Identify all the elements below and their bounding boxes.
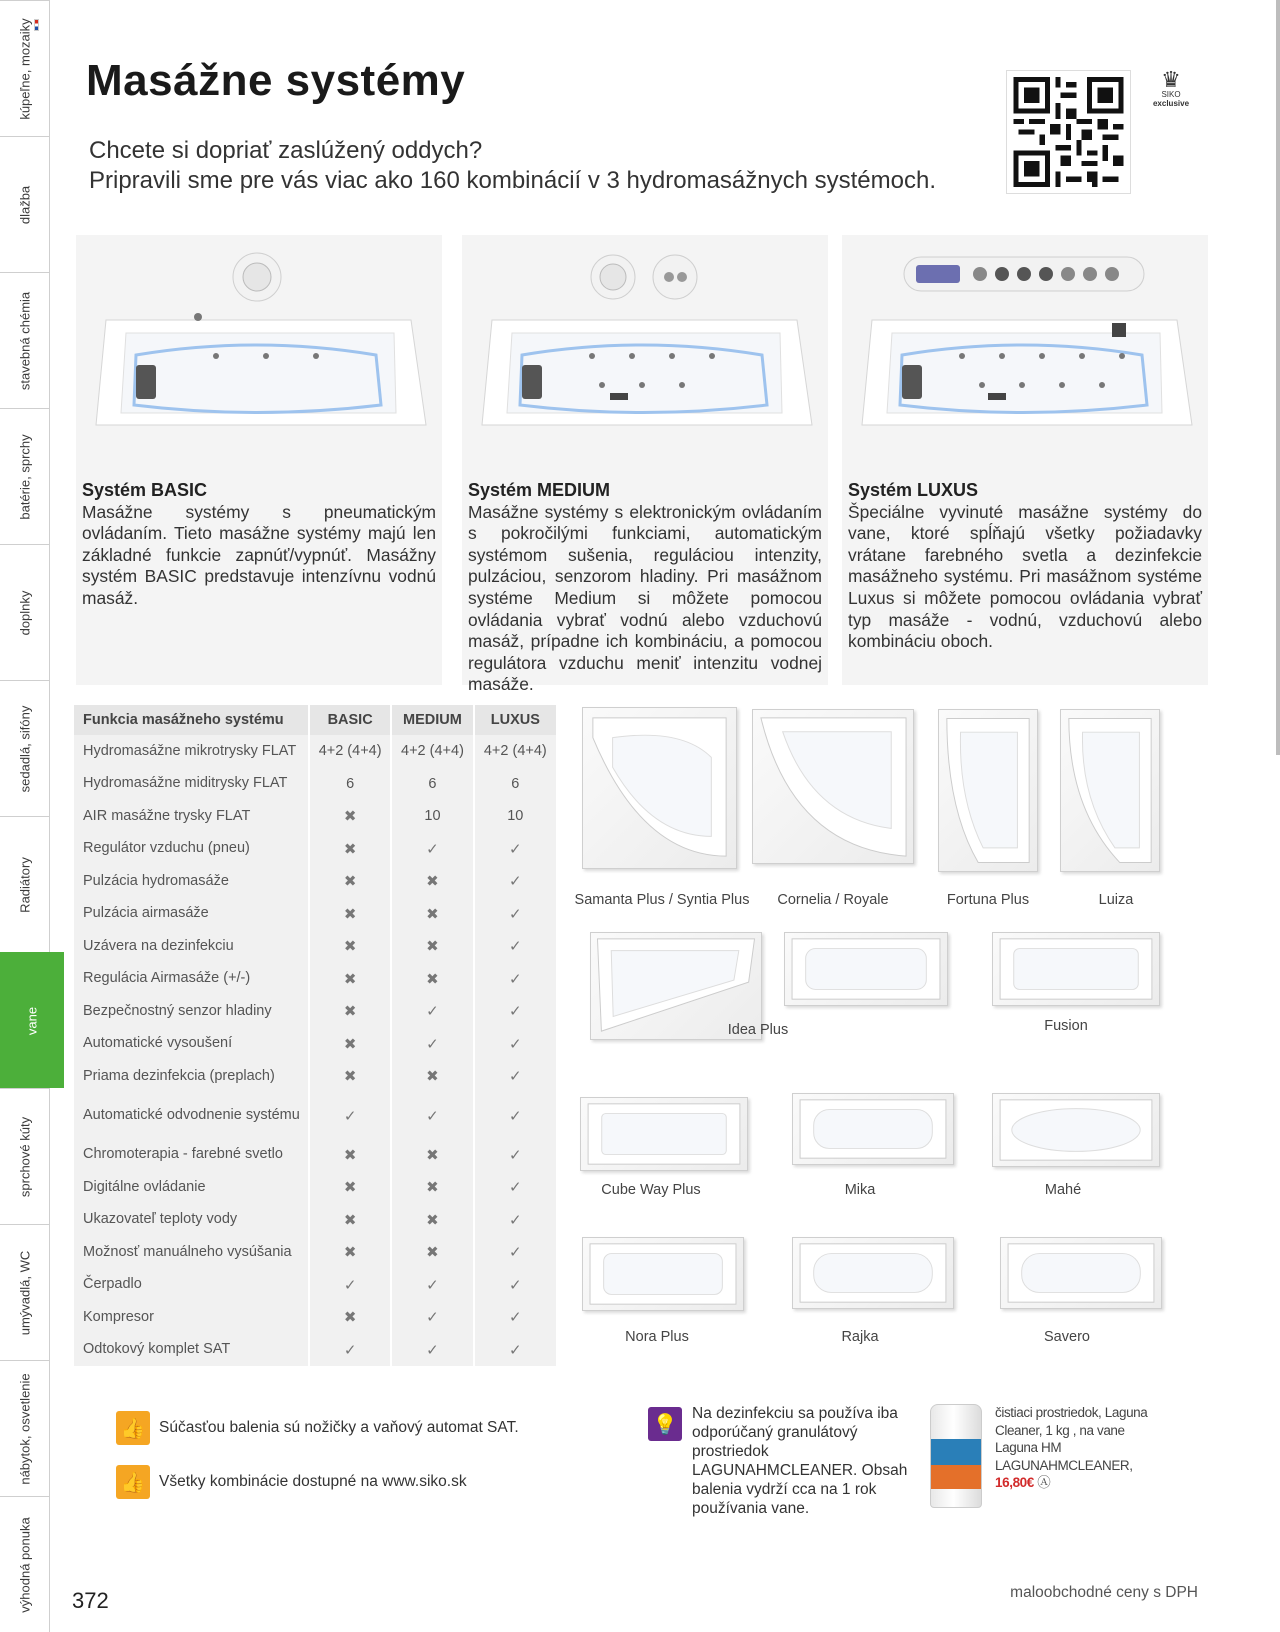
tub-image-savero <box>1000 1237 1162 1309</box>
tub-label-mika: Mika <box>844 1182 876 1198</box>
note-package-contents: Súčasťou balenia sú nožičky a vaňový automat SAT. <box>159 1419 519 1436</box>
cell-basic: ✖ <box>309 800 391 833</box>
feature-name: Pulzácia airmasáže <box>83 905 209 922</box>
table-row <box>74 898 556 931</box>
page-title: Masážne systémy <box>86 56 466 105</box>
cell-basic: ✖ <box>309 963 391 996</box>
siko-exclusive-badge <box>1148 67 1194 108</box>
cell-luxus: ✓ <box>474 1301 556 1334</box>
lightbulb-icon: 💡 <box>648 1407 682 1441</box>
cell-medium: ✖ <box>391 930 473 963</box>
side-tab-label: dlažba <box>17 185 32 224</box>
side-tab-baterie[interactable] <box>0 408 50 544</box>
side-tab-label: batérie, sprchy <box>17 433 32 520</box>
note-all-combinations: Všetky kombinácie dostupné na www.siko.sk <box>159 1473 467 1490</box>
feature-comparison-table <box>74 705 556 1366</box>
tub-label-samanta: Samanta Plus / Syntia Plus <box>574 892 750 908</box>
cell-medium: ✖ <box>391 1236 473 1269</box>
system-basic-panel <box>76 235 442 685</box>
cell-luxus: 6 <box>474 768 556 801</box>
feature-name: Čerpadlo <box>83 1276 142 1293</box>
page-edge <box>1276 0 1280 755</box>
table-row <box>74 1334 556 1367</box>
cleaner-product-image <box>930 1404 982 1508</box>
tub-label-fusion: Fusion <box>1044 1018 1088 1034</box>
tub-label-idea: Idea Plus <box>727 1022 789 1038</box>
cell-luxus: ✓ <box>474 1093 556 1139</box>
table-row <box>74 1236 556 1269</box>
thumbs-up-icon: 👍 <box>116 1411 150 1445</box>
side-tab-vane[interactable] <box>0 952 64 1088</box>
feature-name: Uzávera na dezinfekciu <box>83 937 234 954</box>
feature-name: Ukazovateľ teploty vody <box>83 1211 238 1228</box>
table-row <box>74 963 556 996</box>
disinfection-note: Na dezinfekciu sa používa iba odporúčaný granulátový prostriedok LAGUNAHMCLEANER. Obsah balenia vydrží cca na 1 rok používania vane. <box>692 1405 908 1517</box>
cell-luxus: ✓ <box>474 865 556 898</box>
tub-label-mahe: Mahé <box>1044 1182 1082 1198</box>
feature-name: Kompresor <box>83 1308 154 1325</box>
side-tab-label: výhodná ponuka <box>17 1516 32 1613</box>
qr-code[interactable] <box>1006 70 1131 194</box>
cell-medium: ✓ <box>391 995 473 1028</box>
feature-name: Digitálne ovládanie <box>83 1178 206 1195</box>
column-header-feature: Funkcia masážneho systému <box>74 705 309 735</box>
cell-medium: ✖ <box>391 1060 473 1093</box>
side-tab-umyvadla[interactable] <box>0 1224 50 1360</box>
intro-text <box>89 136 989 196</box>
tub-label-rajka: Rajka <box>841 1329 879 1345</box>
cell-basic: ✖ <box>309 833 391 866</box>
cell-basic: ✓ <box>309 1269 391 1302</box>
cell-basic: ✖ <box>309 1171 391 1204</box>
system-basic-description: Masážne systémy s pneumatickým ovládaním. Tieto masážne systémy majú len základné funkcie zapnúť/vypnúť. Masážny systém BASIC predstavuje intenzívnu vodnú masáž. <box>82 501 436 608</box>
side-navigation <box>0 0 50 1632</box>
table-row <box>74 1269 556 1302</box>
cleaner-mark-icon: Ⓐ <box>1037 1475 1051 1490</box>
cell-medium: ✖ <box>391 1204 473 1237</box>
system-luxus-image <box>842 235 1208 463</box>
cell-basic: ✖ <box>309 1236 391 1269</box>
table-row <box>74 768 556 801</box>
price-note: maloobchodné ceny s DPH <box>1010 1584 1198 1601</box>
table-row <box>74 1204 556 1237</box>
tub-image-fusion <box>992 932 1160 1006</box>
table-row <box>74 1171 556 1204</box>
cell-luxus: ✓ <box>474 1236 556 1269</box>
cell-medium: 6 <box>391 768 473 801</box>
system-medium-title: Systém MEDIUM <box>468 480 611 500</box>
side-tab-sprchove-kuty[interactable] <box>0 1088 50 1224</box>
qr-code-icon <box>1013 77 1124 187</box>
side-tab-label: nábytok, osvetlenie <box>17 1372 32 1485</box>
system-luxus-panel <box>842 235 1208 685</box>
tub-image-cube-way <box>580 1097 748 1171</box>
system-medium-description: Masážne systémy s elektronickým ovládaním s pokročilými funkciami, automatickým systémom sušenia, reguláciou intenzity, pulzáciou, senzorom hladiny. Pri masážnom systéme Medium si môžete pomocou ovládania vybrať vodnú alebo vzduchovú masáž, prípadne ich kombináciu, a pomocou regulátora vzduchu meniť intenzitu vodnej masáže. <box>468 501 822 695</box>
cell-basic: ✖ <box>309 1060 391 1093</box>
system-basic-text <box>82 480 436 610</box>
tub-label-fortuna: Fortuna Plus <box>946 892 1030 908</box>
table-header-row <box>74 705 556 735</box>
table-row <box>74 1301 556 1334</box>
cleaner-description: čistiaci prostriedok, Laguna Cleaner, 1 kg , na vane Laguna HM LAGUNAHMCLEANER, <box>995 1405 1148 1473</box>
cell-luxus: ✓ <box>474 1334 556 1367</box>
feature-name: Pulzácia hydromasáže <box>83 872 229 889</box>
tub-image-mika <box>792 1093 954 1165</box>
side-tab-label: umývadlá, WC <box>17 1250 32 1335</box>
cell-medium: ✓ <box>391 1269 473 1302</box>
cell-luxus: 4+2 (4+4) <box>474 735 556 768</box>
tub-image-rajka <box>792 1237 954 1309</box>
side-tab-vyhodna-ponuka[interactable] <box>0 1496 50 1632</box>
feature-name: Automatické odvodnenie systému <box>83 1107 300 1123</box>
cleaner-label-orange <box>931 1465 981 1489</box>
system-medium-text <box>468 480 822 696</box>
tub-label-nora: Nora Plus <box>625 1329 689 1345</box>
cell-basic: ✖ <box>309 1204 391 1237</box>
cell-basic: 4+2 (4+4) <box>309 735 391 768</box>
side-tab-label: sedadlá, sifóny <box>17 705 32 792</box>
feature-name: Možnosť manuálneho vysúšania <box>83 1243 292 1260</box>
tub-image-cornelia <box>752 709 914 864</box>
system-luxus-description: Špeciálne vyvinuté masážne systémy do vane, ktoré spĺňajú všetky požiadavky vrátane farebného svetla a dezinfekcie masážneho systému. Pri masážnom systéme Luxus si môžete pomocou ovládania vybrať typ masáže - vodnú, vzduchovú alebo kombináciu oboch. <box>848 501 1202 652</box>
cell-medium: ✓ <box>391 1028 473 1061</box>
tub-image-idea-2 <box>784 932 948 1006</box>
feature-name: Regulácia Airmasáže (+/-) <box>83 970 251 987</box>
cell-luxus: ✓ <box>474 898 556 931</box>
table-row <box>74 865 556 898</box>
feature-name: Automatické vysoušení <box>83 1035 233 1052</box>
cell-medium: ✖ <box>391 1171 473 1204</box>
cell-basic: ✖ <box>309 1139 391 1172</box>
side-tab-sedadla[interactable] <box>0 680 50 816</box>
cell-medium: 10 <box>391 800 473 833</box>
cell-basic: ✖ <box>309 1301 391 1334</box>
feature-name: Bezpečnostný senzor hladiny <box>83 1002 272 1019</box>
cell-basic: 6 <box>309 768 391 801</box>
cell-basic: ✖ <box>309 898 391 931</box>
cell-medium: ✖ <box>391 963 473 996</box>
side-tab-label: Radiátory <box>17 856 32 913</box>
crown-icon: ♛ <box>1161 67 1181 92</box>
cell-medium: ✓ <box>391 1301 473 1334</box>
tub-label-savero: Savero <box>1044 1329 1090 1345</box>
system-basic-image <box>76 235 442 463</box>
table-row <box>74 833 556 866</box>
table-row <box>74 735 556 768</box>
cell-luxus: ✓ <box>474 930 556 963</box>
thumbs-up-icon: 👍 <box>116 1465 150 1499</box>
cell-medium: ✓ <box>391 1334 473 1367</box>
badge-line-2: exclusive <box>1152 99 1190 108</box>
system-medium-panel <box>462 235 828 695</box>
system-luxus-title: Systém LUXUS <box>848 480 979 500</box>
feature-name: Odtokový komplet SAT <box>83 1341 231 1358</box>
cell-luxus: ✓ <box>474 833 556 866</box>
page-number: 372 <box>72 1588 109 1613</box>
tub-label-cube-way: Cube Way Plus <box>601 1182 701 1198</box>
table-row <box>74 930 556 963</box>
tub-label-cornelia: Cornelia / Royale <box>777 892 889 908</box>
cell-basic: ✓ <box>309 1334 391 1367</box>
tub-image-nora <box>582 1237 744 1311</box>
cleaner-product-info <box>995 1404 1165 1492</box>
cell-luxus: ✓ <box>474 1171 556 1204</box>
cell-basic: ✓ <box>309 1093 391 1139</box>
cell-luxus: ✓ <box>474 995 556 1028</box>
side-tab-label: vane <box>24 1006 39 1035</box>
cell-luxus: ✓ <box>474 1028 556 1061</box>
feature-name: AIR masážne trysky FLAT <box>83 807 251 824</box>
cell-luxus: ✓ <box>474 1269 556 1302</box>
table-row <box>74 1060 556 1093</box>
cell-luxus: ✓ <box>474 1139 556 1172</box>
system-basic-title: Systém BASIC <box>82 480 208 500</box>
intro-line-2: Pripravili sme pre vás viac ako 160 kombinácií v 3 hydromasážnych systémoch. <box>89 167 937 194</box>
flag-icon <box>34 19 39 31</box>
cell-luxus: ✓ <box>474 963 556 996</box>
feature-name: Hydromasážne miditrysky FLAT <box>83 775 288 792</box>
feature-name: Hydromasážne mikrotrysky FLAT <box>83 742 297 759</box>
cleaner-price: 16,80€ <box>995 1475 1034 1490</box>
cell-medium: ✖ <box>391 865 473 898</box>
cell-basic: ✖ <box>309 1028 391 1061</box>
table-row <box>74 1093 556 1139</box>
side-tab-label: sprchové kúty <box>17 1116 32 1197</box>
column-header-medium: MEDIUM <box>391 705 473 735</box>
side-tab-label: kúpeľne, mozaiky <box>17 17 32 120</box>
feature-name: Chromoterapia - farebné svetlo <box>83 1146 283 1163</box>
cell-medium: ✖ <box>391 1139 473 1172</box>
system-medium-image <box>462 235 828 463</box>
side-tab-doplnky[interactable] <box>0 544 50 680</box>
tub-image-mahe <box>992 1093 1160 1167</box>
cell-luxus: ✓ <box>474 1060 556 1093</box>
tub-label-luiza: Luiza <box>1098 892 1134 908</box>
table-row <box>74 1139 556 1172</box>
intro-line-1: Chcete si dopriať zaslúžený oddych? <box>89 137 483 164</box>
side-tab-dlazba[interactable] <box>0 136 50 272</box>
side-tab-radiatory[interactable] <box>0 816 50 952</box>
side-tab-stavebna-chemia[interactable] <box>0 272 50 408</box>
side-tab-label: doplnky <box>17 590 32 635</box>
feature-name: Regulátor vzduchu (pneu) <box>83 840 250 857</box>
feature-name: Priama dezinfekcia (preplach) <box>83 1067 275 1084</box>
cell-luxus: ✓ <box>474 1204 556 1237</box>
cell-basic: ✖ <box>309 865 391 898</box>
system-luxus-text <box>848 480 1202 653</box>
table-row <box>74 995 556 1028</box>
cell-basic: ✖ <box>309 930 391 963</box>
side-tab-label: stavebná chémia <box>17 291 32 390</box>
table-row <box>74 800 556 833</box>
tub-image-luiza <box>1060 709 1160 872</box>
side-tab-kupelne[interactable] <box>0 0 50 136</box>
tub-image-samanta <box>582 707 737 869</box>
cell-medium: ✓ <box>391 833 473 866</box>
side-tab-nabytok[interactable] <box>0 1360 50 1496</box>
cell-medium: ✖ <box>391 898 473 931</box>
cell-medium: 4+2 (4+4) <box>391 735 473 768</box>
badge-line-1: SIKO <box>1161 90 1181 99</box>
column-header-luxus: LUXUS <box>474 705 556 735</box>
cell-luxus: 10 <box>474 800 556 833</box>
cell-basic: ✖ <box>309 995 391 1028</box>
cell-medium: ✓ <box>391 1093 473 1139</box>
column-header-basic: BASIC <box>309 705 391 735</box>
tub-image-fortuna <box>938 709 1038 872</box>
table-row <box>74 1028 556 1061</box>
